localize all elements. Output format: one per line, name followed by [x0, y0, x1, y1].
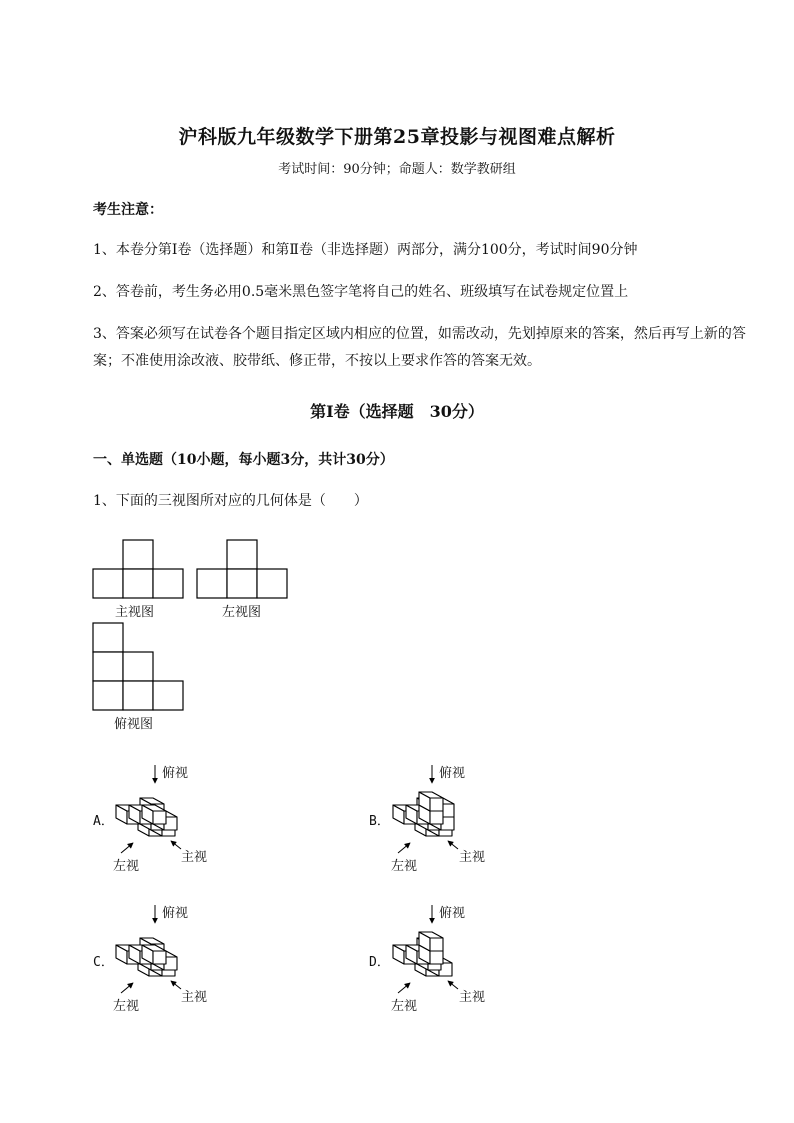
option-c-top-label: 俯视 — [162, 906, 189, 921]
option-d-label[interactable]: D． — [369, 955, 390, 970]
left-view-arrow — [121, 843, 133, 853]
front-view-arrow — [171, 841, 181, 849]
question-1-text: 1、下面的三视图所对应的几何体是（ ） — [93, 493, 368, 509]
option-d-left-label: 左视 — [391, 999, 418, 1014]
left-view-arrow — [398, 983, 410, 993]
option-c-left-label: 左视 — [113, 999, 140, 1014]
note-item-3: 3、答案必须写在试卷各个题目指定区域内相应的位置，如需改动，先划掉原来的答案，然后再写上新的答案；不准使用涂改液、胶带纸、修正带，不按以上要求作答的答案无效。 — [93, 326, 746, 369]
top-view-label: 俯视图 — [114, 717, 154, 732]
left-view-label: 左视图 — [222, 605, 262, 620]
front-view-arrow — [171, 981, 181, 989]
option-b-left-label: 左视 — [391, 859, 418, 874]
option-a-label[interactable]: A． — [93, 814, 114, 829]
option-b-front-label: 主视 — [459, 850, 486, 865]
option-d-top-label: 俯视 — [439, 906, 466, 921]
option-b-top-label: 俯视 — [439, 766, 466, 781]
page-title: 沪科版九年级数学下册第25章投影与视图难点解析 — [178, 126, 616, 148]
front-view-arrow — [448, 981, 458, 989]
option-b-label[interactable]: B． — [369, 814, 390, 829]
section-title: 第I卷（选择题 30分） — [310, 402, 484, 421]
option-a-left-label: 左视 — [113, 859, 140, 874]
left-view-arrow — [121, 983, 133, 993]
option-c-label[interactable]: C． — [93, 955, 114, 970]
note-item-1: 1、本卷分第I卷（选择题）和第Ⅱ卷（非选择题）两部分，满分100分，考试时间90分钟 — [93, 242, 638, 258]
part-heading: 一、单选题（10小题，每小题3分，共计30分） — [93, 452, 394, 468]
option-c-front-label: 主视 — [181, 990, 208, 1005]
option-a-front-label: 主视 — [181, 850, 208, 865]
exam-info: 考试时间：90分钟；命题人：数学教研组 — [278, 162, 516, 177]
front-view-label: 主视图 — [115, 605, 155, 620]
option-d-front-label: 主视 — [459, 990, 486, 1005]
notes-heading: 考生注意： — [93, 202, 163, 218]
option-a-top-label: 俯视 — [162, 766, 189, 781]
note-item-2: 2、答卷前，考生务必用0.5毫米黑色签字笔将自己的姓名、班级填写在试卷规定位置上 — [93, 284, 629, 300]
front-view-arrow — [448, 841, 458, 849]
left-view-arrow — [398, 843, 410, 853]
